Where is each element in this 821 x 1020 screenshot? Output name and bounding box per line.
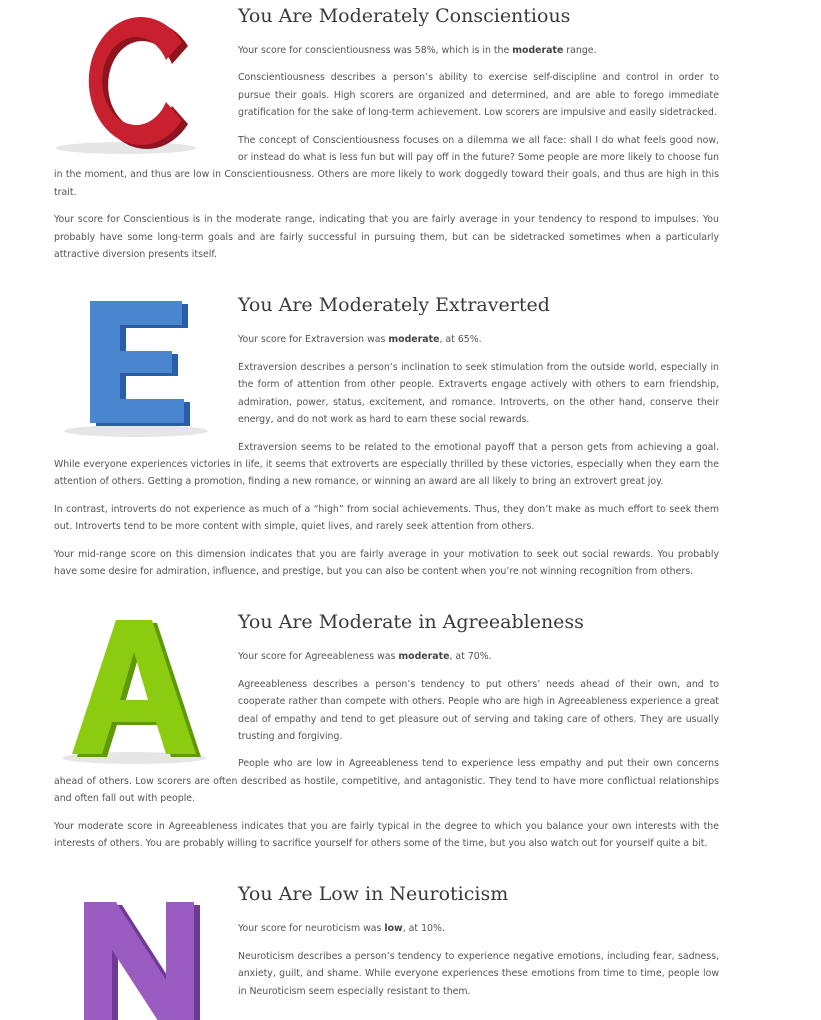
section-conscientiousness xyxy=(54,2,719,263)
section-extraversion xyxy=(54,291,719,580)
section-agreeableness xyxy=(54,608,719,852)
section-title: You Are Low in Neuroticism xyxy=(238,883,509,906)
section-title: You Are Moderately Conscientious xyxy=(238,5,571,27)
score-level: moderate xyxy=(512,45,564,56)
section-title: You Are Moderately Extraverted xyxy=(238,294,550,317)
score-line: Your score for neuroticism was low, at 10%. xyxy=(238,923,445,935)
paragraph: People who are low in Agreeableness tend to experience less empathy and put their own concerns ahead of others. Low scorers are often described as hostile, competitive, and antagonistic. They tend to have more conflictual relationships and often fall out with people. xyxy=(54,758,719,805)
score-level: low xyxy=(384,923,403,935)
section-title: You Are Moderate in Agreeableness xyxy=(238,611,584,634)
score-level: moderate xyxy=(398,651,450,663)
score-line: Your score for conscientiousness was 58%, which is in the moderate range. xyxy=(238,45,597,56)
letter-e-image xyxy=(54,291,218,441)
paragraph: Your score for Conscientious is in the moderate range, indicating that you are fairly average in your tendency to respond to impulses. You probably have some long-term goals and are fairly successful in pursuing them, but can be sidetracked sometimes when a particularly attractive diversion presents itself. xyxy=(54,214,719,261)
score-level: moderate xyxy=(388,334,440,346)
score-line: Your score for Agreeableness was moderate, at 70%. xyxy=(238,651,492,663)
letter-a-image xyxy=(54,608,218,768)
letter-n-image xyxy=(54,880,218,1020)
paragraph: Extraversion seems to be related to the emotional payoff that a person gets from achieving a goal. While everyone experiences victories in life, it seems that extroverts are especially thrilled by these victories, especially when they earn the attention of others. Getting a promotion, finding a new romance, or winning an award are all likely to bring an extrovert great joy. xyxy=(54,441,719,488)
paragraph: Agreeableness describes a person’s tendency to put others’ needs ahead of their own, and to cooperate rather than compete with others. People who are high in Agreeableness experience a great deal of empathy and tend to get pleasure out of serving and taking care of others. They are usually trusting and forgiving. xyxy=(238,678,719,742)
paragraph: Neuroticism describes a person’s tendency to experience negative emotions, including fear, sadness, anxiety, guilt, and shame. While everyone experiences these emotions from time to time, people low in Neuroticism seem especially resistant to them. xyxy=(238,950,719,997)
paragraph: Your mid-range score on this dimension indicates that you are fairly average in your motivation to seek out social rewards. You probably have some desire for admiration, influence, and prestige, but you can also be content when you’re not winning recognition from others. xyxy=(54,548,719,577)
report-content xyxy=(54,0,719,1020)
paragraph: Conscientiousness describes a person’s ability to exercise self-discipline and control in order to pursue their goals. High scorers are organized and determined, and are able to forego immediate gratification for the sake of long-term achievement. Low scorers are impulsive and easily sidetracked. xyxy=(238,72,719,119)
score-line: Your score for Extraversion was moderate, at 65%. xyxy=(238,334,482,346)
paragraph: Extraversion describes a person’s inclination to seek stimulation from the outside world, especially in the form of attention from other people. Extraverts engage actively with others to earn friendship, admiration, power, status, excitement, and romance. Introverts, on the other hand, conserve their energy, and do not work as hard to earn these social rewards. xyxy=(238,361,719,426)
section-neuroticism xyxy=(54,880,719,1000)
paragraph: The concept of Conscientiousness focuses on a dilemma we all face: shall I do what feels good now, or instead do what is less fun but will pay off in the future? Some people are more likely to choose fun in the moment, and thus are low in Conscientiousness. Others are more likely to work doggedly toward their goals, and thus are high in this trait. xyxy=(54,134,719,198)
paragraph: In contrast, introverts do not experience as much of a “high” from social achievements. Thus, they don’t make as much effort to seek them out. Introverts tend to be more content with simple, quiet lives, and rarely seek attention from others. xyxy=(54,503,719,533)
letter-c-image xyxy=(54,2,218,160)
paragraph: Your moderate score in Agreeableness indicates that you are fairly typical in the degree to which you balance your own interests with the interests of others. You are probably willing to sacrifice yourself for others some of the time, but you also watch out for yourself quite a bit. xyxy=(54,820,719,849)
